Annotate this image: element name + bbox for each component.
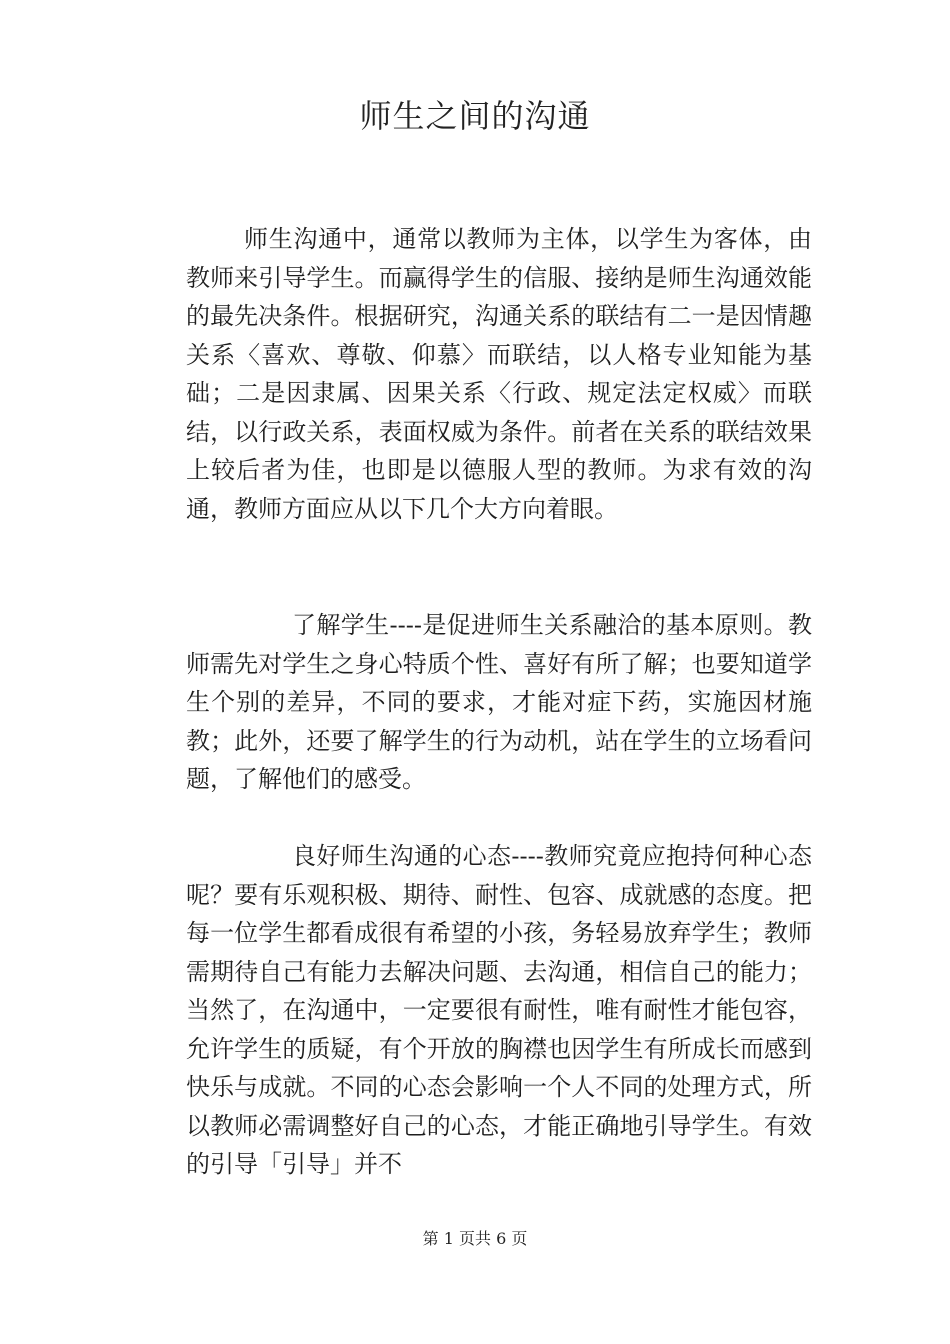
document-title: 师生之间的沟通 xyxy=(359,97,591,135)
paragraph-understand-students xyxy=(186,606,812,799)
paragraph-text: 师生沟通中，通常以教师为主体，以学生为客体，由教师来引导学生。而赢得学生的信服、接纳是师生沟通效能的最先决条件。根据研究，沟通关系的联结有二一是因情趣关系〈喜欢、尊敬、仰慕〉而联结，以人格专业知能为基础；二是因隶属、因果关系〈行政、规定法定权威〉而联结，以行政关系，表面权威为条件。前者在关系的联结效果上较后者为佳，也即是以德服人型的教师。为求有效的沟通，教师方面应从以下几个大方向着眼。 xyxy=(186,225,812,523)
paragraph-text: 了解学生----是促进师生关系融洽的基本原则。教师需先对学生之身心特质个性、喜好有所了解；也要知道学生个别的差异，不同的要求，才能对症下药，实施因材施教；此外，还要了解学生的行为动机，站在学生的立场看问题，了解他们的感受。 xyxy=(186,611,812,793)
paragraph-mindset xyxy=(186,837,812,1184)
paragraph-text: 良好师生沟通的心态----教师究竟应抱持何种心态呢？要有乐观积极、期待、耐性、包容、成就感的态度。把每一位学生都看成很有希望的小孩，务轻易放弃学生；教师需期待自己有能力去解决问题、去沟通，相信自己的能力；当然了，在沟通中，一定要很有耐性，唯有耐性才能包容，允许学生的质疑，有个开放的胸襟也因学生有所成长而感到快乐与成就。不同的心态会影响一个人不同的处理方式，所以教师必需调整好自己的心态，才能正确地引导学生。有效的引导「引导」并不 xyxy=(186,842,812,1178)
paragraph-intro xyxy=(186,220,812,528)
page-number-footer: 第 1 页共 6 页 xyxy=(422,1229,528,1248)
